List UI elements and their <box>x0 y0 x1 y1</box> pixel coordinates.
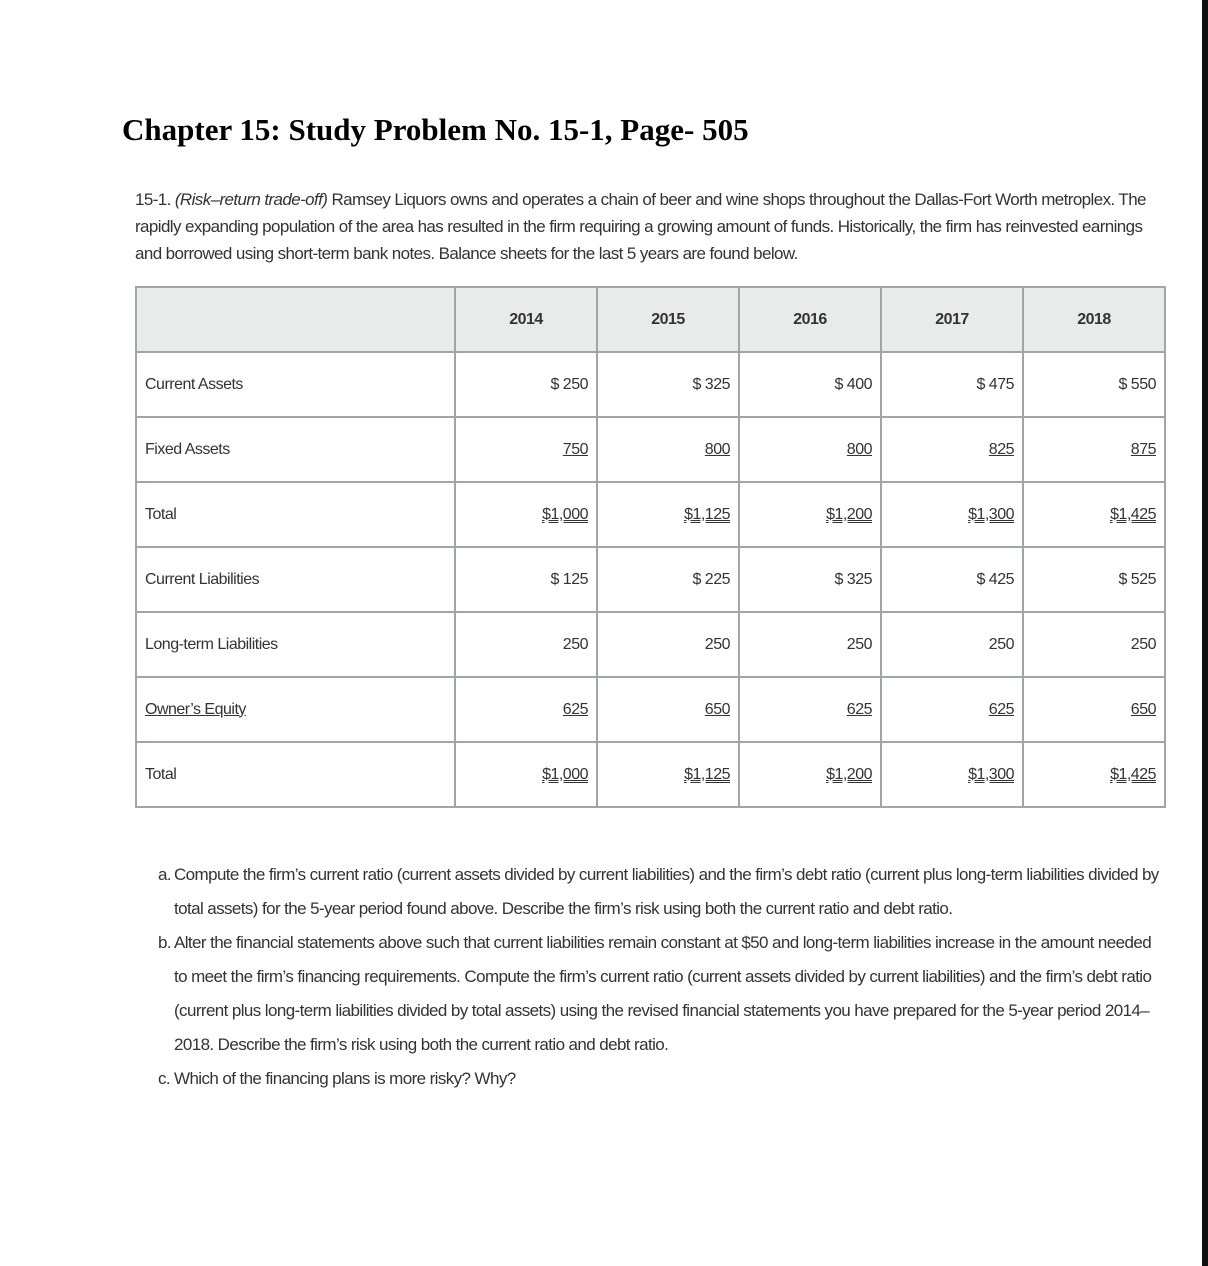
cell-value-text: $1,200 <box>826 765 872 783</box>
cell-value <box>455 742 597 807</box>
cell-value <box>597 677 739 742</box>
cell-value <box>455 417 597 482</box>
question-item-a <box>158 858 1163 926</box>
cell-value: 250 <box>1023 612 1165 677</box>
column-header-2014: 2014 <box>455 287 597 352</box>
cell-value: $ 250 <box>455 352 597 417</box>
cell-value: $ 425 <box>881 547 1023 612</box>
table-row-owners-equity <box>136 677 1165 742</box>
cell-value <box>1023 417 1165 482</box>
cell-value-text: 875 <box>1130 440 1156 458</box>
cell-value-text: $1,425 <box>1110 765 1156 783</box>
problem-intro <box>135 186 1165 267</box>
cell-value: $ 475 <box>881 352 1023 417</box>
cell-value <box>597 482 739 547</box>
problem-number: 15-1. <box>135 190 171 209</box>
cell-value: $ 525 <box>1023 547 1165 612</box>
cell-value <box>455 677 597 742</box>
column-header-2015: 2015 <box>597 287 739 352</box>
table-row-current-liabilities <box>136 547 1165 612</box>
cell-value-text: 825 <box>988 440 1014 458</box>
cell-value <box>455 482 597 547</box>
balance-sheet-table <box>135 286 1166 808</box>
cell-value-text: 800 <box>846 440 872 458</box>
cell-value-text: $1,200 <box>826 505 872 523</box>
cell-value <box>881 742 1023 807</box>
row-label: Total <box>136 482 455 547</box>
column-header-2016: 2016 <box>739 287 881 352</box>
cell-value <box>881 417 1023 482</box>
question-item-b <box>158 926 1163 1062</box>
question-list <box>158 858 1163 1096</box>
cell-value-text: 800 <box>704 440 730 458</box>
table-row-fixed-assets <box>136 417 1165 482</box>
row-label: Current Assets <box>136 352 455 417</box>
row-label: Long-term Liabilities <box>136 612 455 677</box>
cell-value-text: $1,425 <box>1110 505 1156 523</box>
cell-value-text: $1,000 <box>542 505 588 523</box>
cell-value <box>1023 677 1165 742</box>
cell-value-text: $1,300 <box>968 765 1014 783</box>
cell-value: 250 <box>881 612 1023 677</box>
cell-value <box>739 742 881 807</box>
table-row-long-term-liabilities <box>136 612 1165 677</box>
table-row-total-assets <box>136 482 1165 547</box>
cell-value-text: 625 <box>988 700 1014 718</box>
question-label: b. <box>158 933 171 952</box>
cell-value-text: $1,125 <box>684 765 730 783</box>
cell-value: $ 125 <box>455 547 597 612</box>
page-edge-bar <box>1202 0 1208 1266</box>
cell-value: $ 550 <box>1023 352 1165 417</box>
question-label: c. <box>158 1069 171 1088</box>
cell-value-text: $1,125 <box>684 505 730 523</box>
cell-value: $ 325 <box>597 352 739 417</box>
problem-text: Ramsey Liquors owns and operates a chain of beer and wine shops throughout the Dallas-Fort Worth metroplex. The rapidly expanding population of the area has resulted in the firm requiring a growing amount of funds. Historically, the firm has reinvested earnings and borrowed using short-term bank notes. Balance sheets for the last 5 years are found below. <box>135 190 1146 263</box>
cell-value-text: $1,300 <box>968 505 1014 523</box>
question-text: Which of the financing plans is more risky? Why? <box>174 1069 516 1088</box>
column-header-2018: 2018 <box>1023 287 1165 352</box>
cell-value <box>739 417 881 482</box>
cell-value: $ 400 <box>739 352 881 417</box>
chapter-title: Chapter 15: Study Problem No. 15-1, Page- 505 <box>122 112 749 147</box>
cell-value <box>597 417 739 482</box>
cell-value <box>1023 482 1165 547</box>
row-label: Fixed Assets <box>136 417 455 482</box>
cell-value: 250 <box>455 612 597 677</box>
table-row-total-liabilities-equity <box>136 742 1165 807</box>
table-row-current-assets <box>136 352 1165 417</box>
cell-value-text: 625 <box>846 700 872 718</box>
cell-value: $ 225 <box>597 547 739 612</box>
row-label: Total <box>136 742 455 807</box>
column-header-2017: 2017 <box>881 287 1023 352</box>
problem-topic: (Risk–return trade-off) <box>174 190 328 209</box>
cell-value-text: 650 <box>1130 700 1156 718</box>
row-label: Current Liabilities <box>136 547 455 612</box>
column-header-blank <box>136 287 455 352</box>
cell-value <box>739 677 881 742</box>
cell-value: $ 325 <box>739 547 881 612</box>
table-header-row <box>136 287 1165 352</box>
cell-value <box>597 742 739 807</box>
cell-value-text: 750 <box>562 440 588 458</box>
cell-value <box>881 482 1023 547</box>
cell-value: 250 <box>739 612 881 677</box>
cell-value-text: $1,000 <box>542 765 588 783</box>
cell-value <box>1023 742 1165 807</box>
row-label <box>136 677 455 742</box>
question-text: Alter the financial statements above such that current liabilities remain constant at $50 and long-term liabilities increase in the amount needed to meet the firm’s financing requirements. Compute the firm’s current ratio (current assets divided by current liabilities) and the firm’s debt ratio (current plus long-term liabilities divided by total assets) using the revised financial statements you have prepared for the 5-year period 2014–2018. Describe the firm’s risk using both the current ratio and debt ratio. <box>174 933 1152 1054</box>
cell-value <box>739 482 881 547</box>
cell-value: 250 <box>597 612 739 677</box>
cell-value-text: 625 <box>562 700 588 718</box>
question-text: Compute the firm’s current ratio (current assets divided by current liabilities) and the firm’s debt ratio (current plus long-term liabilities divided by total assets) for the 5-year period found above. Describe the firm’s risk using both the current ratio and debt ratio. <box>174 865 1159 918</box>
cell-value <box>881 677 1023 742</box>
question-label: a. <box>158 865 171 884</box>
cell-value-text: 650 <box>704 700 730 718</box>
question-item-c <box>158 1062 1163 1096</box>
row-label-text: Owner’s Equity <box>145 700 246 718</box>
